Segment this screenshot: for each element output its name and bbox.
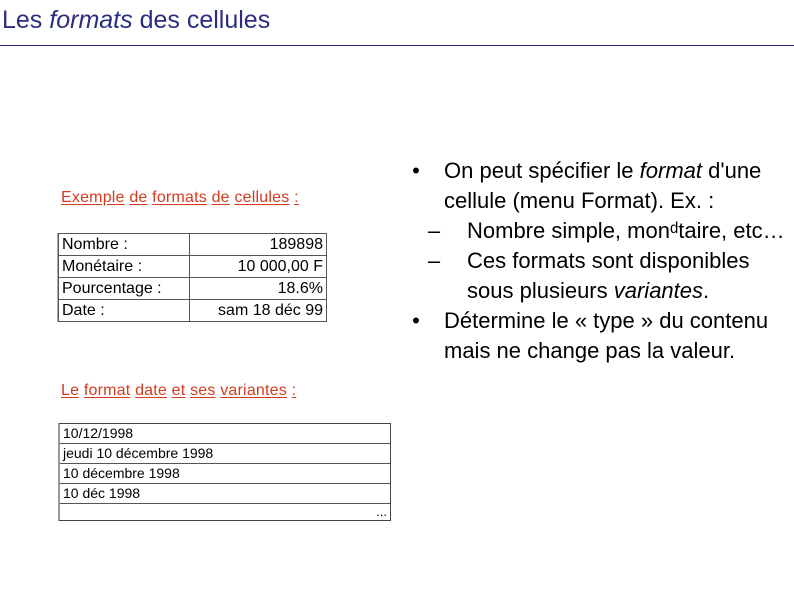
row-value: 189898 [190,234,327,256]
bullet-marker: • [412,158,420,183]
sub-bullet-text: Nombre simple, monᵈtaire, etc… [467,218,785,243]
row-value: 18.6% [190,278,327,300]
bullet-text: On peut spécifier le format d'une cellule (menu Format). Ex. : [444,158,762,213]
list-item: 10 décembre 1998 [60,464,390,484]
sub-bullet-text: Ces formats sont disponibles sous plusieurs variantes. [467,248,750,303]
row-label: Date : [59,300,190,322]
figure2-caption: Le format date et ses variantes : [61,382,297,399]
bullet-item [406,306,786,366]
row-label: Pourcentage : [59,278,190,300]
row-value: 10 000,00 F [190,256,327,278]
row-label: Nombre : [59,234,190,256]
slide-title: Les formats des cellules [2,6,271,34]
list-ellipsis: ... [376,504,387,519]
row-label: Monétaire : [59,256,190,278]
bullet-text: Détermine le « type » du contenu mais ne change pas la valeur. [444,308,769,363]
bullet-list [406,156,786,366]
date-variants-list [58,423,391,521]
list-item: 10/12/1998 [60,424,390,444]
table-row [59,278,327,300]
table-row [59,256,327,278]
format-examples-table [58,233,327,322]
list-item: 10 déc 1998 [60,484,390,504]
table-row [59,234,327,256]
bullet-marker: • [412,308,420,333]
sub-bullet-marker: – [427,248,441,273]
sub-bullet-item [406,216,786,246]
table-row [59,300,327,322]
title-rule [0,45,794,46]
bullet-item [406,156,786,216]
sub-bullet-item [406,246,786,306]
sub-bullet-marker: – [427,218,441,243]
row-value: sam 18 déc 99 [190,300,327,322]
figure1-caption: Exemple de formats de cellules : [61,189,299,206]
list-item: jeudi 10 décembre 1998 [60,444,390,464]
list-item [60,504,390,523]
